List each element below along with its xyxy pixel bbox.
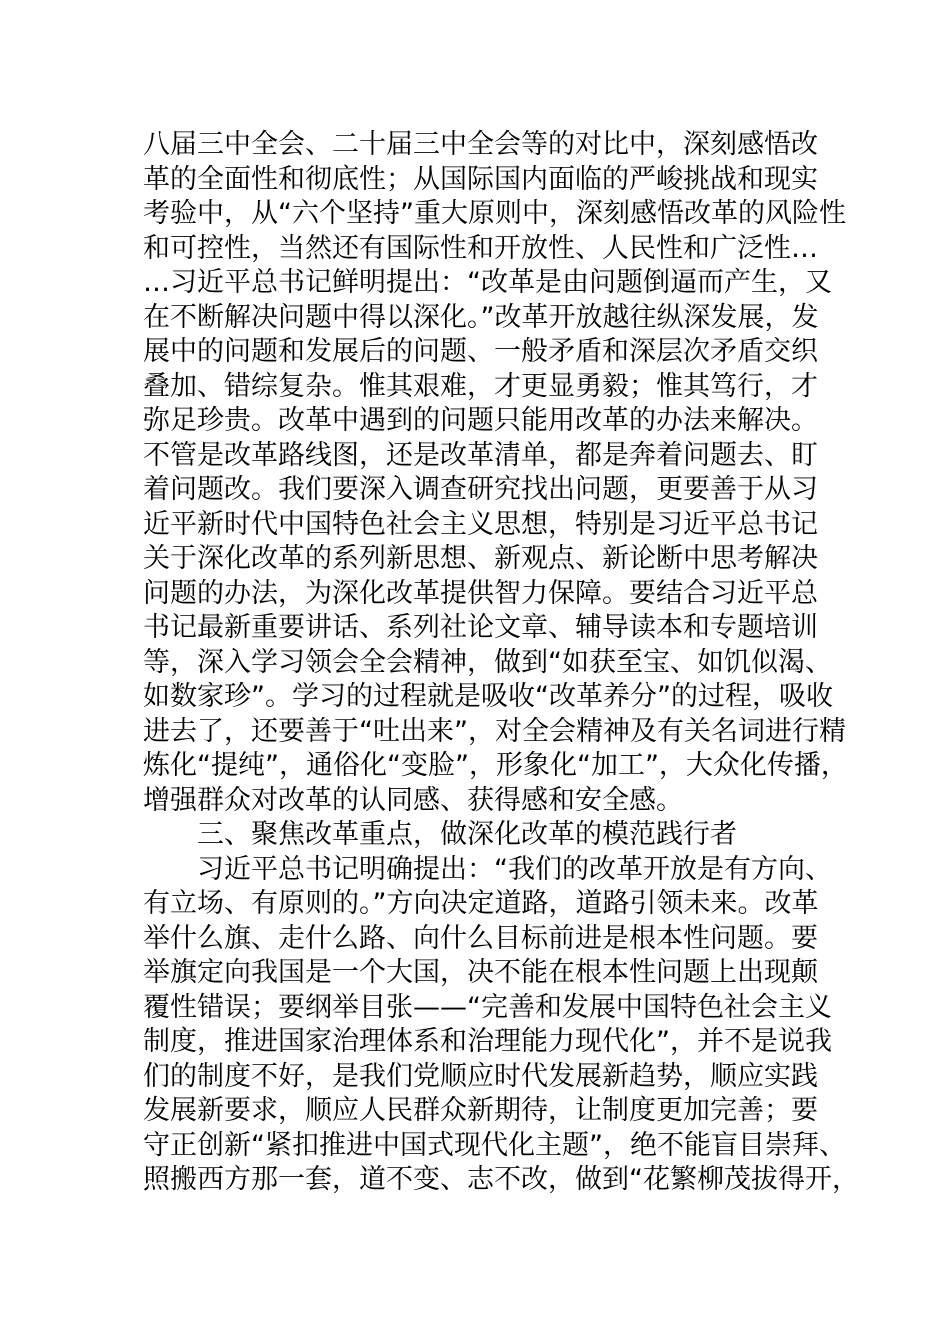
text-line: 关于深化改革的系列新思想、新观点、新论断中思考解决: [143, 543, 818, 574]
text-line: 等，深入学习领会全会精神，做到“如获至宝、如饥似渴、: [143, 646, 832, 678]
text-line: 炼化“提纯”，通俗化“变脸”，形象化“加工”，大众化传播，: [143, 750, 848, 781]
text-line: 照搬西方那一套，道不变、志不改，做到“花繁柳茂拔得开，: [143, 1164, 859, 1195]
text-line: 革的全面性和彻底性；从国际国内面临的严峻挑战和现实: [143, 163, 818, 195]
text-line: 书记最新重要讲话、系列社论文章、辅导读本和专题培训: [143, 612, 818, 643]
body-text: [143, 128, 859, 1198]
text-line: 问题的办法，为深化改革提供智力保障。要结合习近平总: [143, 577, 818, 609]
text-line: 们的制度不好，是我们党顺应时代发展新趋势，顺应实践: [143, 1060, 818, 1092]
text-line: 覆性错误；要纲举目张——“完善和发展中国特色社会主义: [143, 991, 832, 1023]
text-line: 和可控性，当然还有国际性和开放性、人民性和广泛性…: [143, 232, 818, 264]
text-line: 不管是改革路线图，还是改革清单，都是奔着问题去、盯: [143, 439, 818, 471]
text-line: 弥足珍贵。改革中遇到的问题只能用改革的办法来解决。: [143, 405, 818, 436]
text-line: 增强群众对改革的认同感、获得感和安全感。: [143, 784, 683, 816]
text-line: 守正创新“紧扣推进中国式现代化主题”，绝不能盲目崇拜、: [143, 1129, 846, 1161]
text-line: 制度，推进国家治理体系和治理能力现代化”，并不是说我: [143, 1026, 832, 1057]
text-line: 考验中，从“六个坚持”重大原则中，深刻感悟改革的风险性: [143, 198, 846, 229]
text-line: 叠加、错综复杂。惟其艰难，才更显勇毅；惟其笃行，才: [143, 370, 818, 402]
text-line: …习近平总书记鲜明提出：“改革是由问题倒逼而产生，又: [143, 267, 832, 298]
text-line: 习近平总书记明确提出：“我们的改革开放是有方向、: [143, 853, 832, 885]
text-line: 举旗定向我国是一个大国，决不能在根本性问题上出现颠: [143, 957, 818, 988]
text-line: 进去了，还要善于“吐出来”，对全会精神及有关名词进行精: [143, 715, 846, 747]
text-line: 举什么旗、走什么路、向什么目标前进是根本性问题。要: [143, 922, 818, 954]
text-line: 在不断解决问题中得以深化。”改革开放越往纵深发展，发: [143, 301, 819, 333]
text-line: 近平新时代中国特色社会主义思想，特别是习近平总书记: [143, 508, 818, 540]
text-line: 如数家珍”。学习的过程就是吸收“改革养分”的过程，吸收: [143, 681, 833, 712]
text-line: 发展新要求，顺应人民群众新期待，让制度更加完善；要: [143, 1095, 818, 1126]
text-line: 八届三中全会、二十届三中全会等的对比中，深刻感悟改: [143, 129, 818, 160]
text-line: 着问题改。我们要深入调查研究找出问题，更要善于从习: [143, 474, 818, 505]
text-line: 有立场、有原则的。”方向决定道路，道路引领未来。改革: [143, 888, 819, 919]
section-heading: 三、聚焦改革重点，做深化改革的模范践行者: [143, 819, 737, 850]
text-line: 展中的问题和发展后的问题、一般矛盾和深层次矛盾交织: [143, 336, 818, 367]
